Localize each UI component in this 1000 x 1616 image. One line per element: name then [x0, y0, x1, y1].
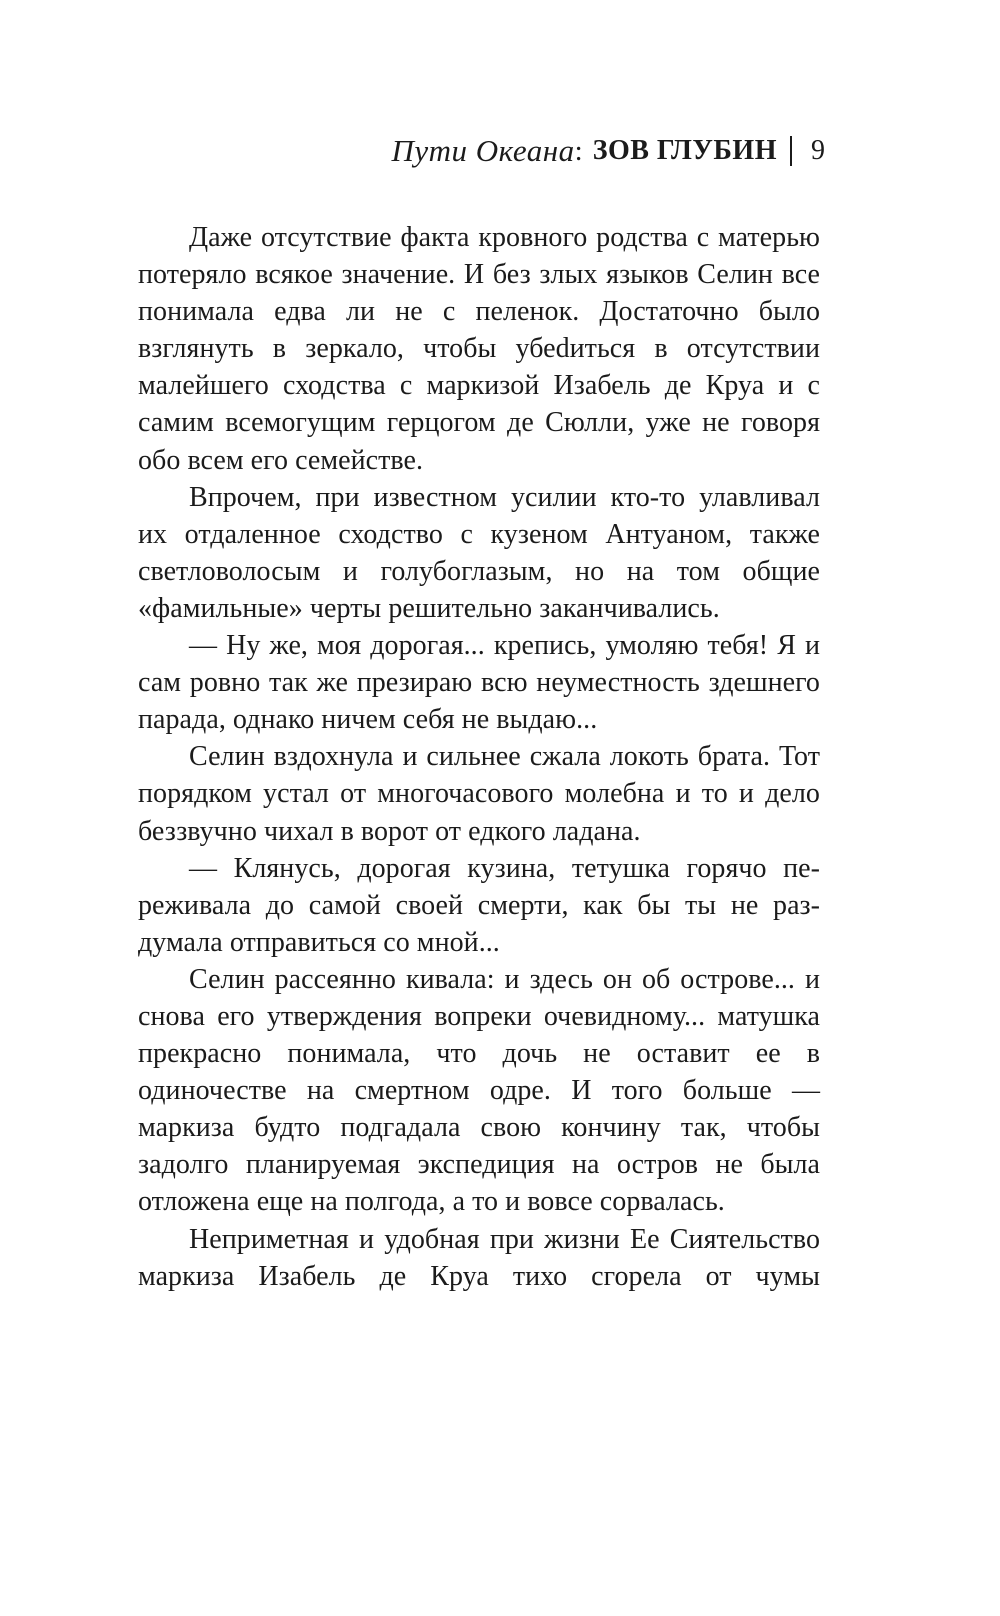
book-subtitle: ЗОВ ГЛУБИН: [592, 135, 777, 166]
paragraph-4: Селин вздохнула и сильнее сжала локоть брата. Тот порядком устал от многочасового молебна и то и дело беззвучно чихал в ворот от едкого ладана.: [138, 741, 820, 847]
header-separator: [790, 136, 792, 166]
paragraph-7: Неприметная и удобная при жизни Ее Сиятельство маркиза Изабель де Круа тихо сгорела от чумы: [138, 1223, 820, 1292]
paragraph-6: Селин рассеянно кивала: и здесь он об острове... и снова его утверждения вопреки очевидному... матушка прекрасно понимала, что дочь не оставит ее в одиночестве на смертном одре. И того больше — маркиза будто подгадала свою кончину так, чтобы задолго планируемая экспедиция на остров не была отложена еще на полгода, а то и вовсе сорвалась.: [138, 963, 820, 1218]
body-text: [138, 219, 820, 1295]
paragraph-3: — Ну же, моя дорогая... крепись, умоляю тебя! Я и сам ровно так же презираю всю неуместность здешнего парада, однако ничем себя не выдаю...: [138, 630, 820, 736]
paragraph-1: Даже отсутствие факта кровного родства с матерью потеряло всякое значение. И без злых языков Селин все понимала едва ли не с пеленок. Достаточно было взглянуть в зеркало, чтобы убеdиться в отсутствии малейшего сходства с маркизой Изабель де Круа и с самим всемогущим герцогом де Сюлли, уже не говоря обо всем его семействе.: [138, 222, 820, 476]
series-title: Пути Океана: [391, 133, 575, 168]
paragraph-5: — Клянусь, дорогая кузина, тетушка горячо переживала до самой своей смерти, как бы ты не раздумала отправиться со мной...: [138, 852, 820, 958]
page-number: 9: [811, 135, 825, 166]
title-colon: :: [574, 134, 583, 167]
running-head: [391, 133, 825, 169]
paragraph-2: Впрочем, при известном усилии кто-то улавливал их отдаленное сходство с кузеном Антуаном, также светловолосым и голубоглазым, но на том общие «фамильные» черты решительно заканчивались.: [138, 481, 820, 624]
